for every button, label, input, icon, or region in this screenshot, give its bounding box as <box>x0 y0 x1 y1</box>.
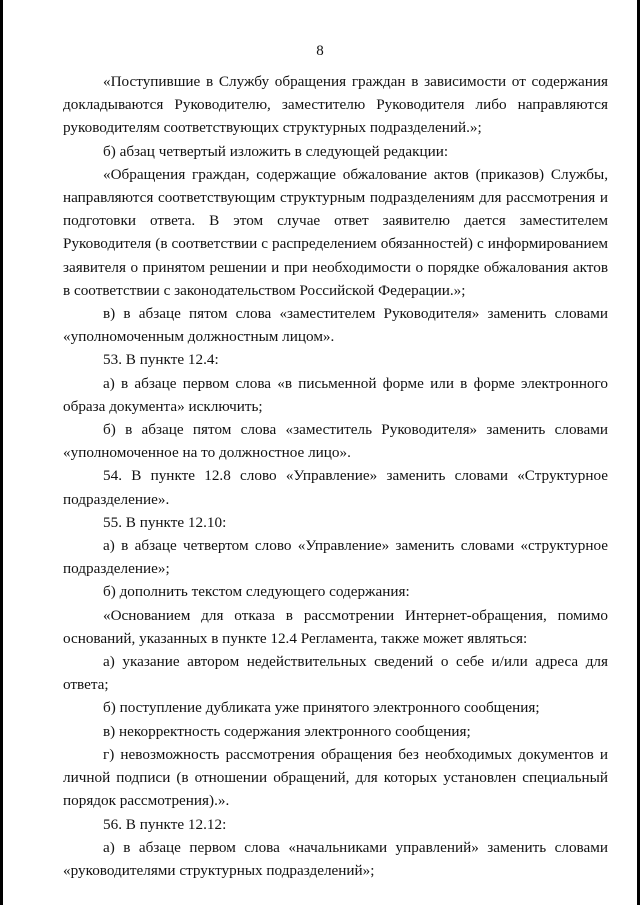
paragraph-10: а) в абзаце четвертом слово «Управление» заменить словами «структурное подразделение»; <box>63 537 608 578</box>
paragraph-3: «Обращения граждан, содержащие обжалование актов (приказов) Службы, направляются соответствующим структурным подразделениям для рассмотрения и подготовки ответа. В этом случае ответ заявителю дается заместителем Руководителя (в соответствии с распределением обязанностей) с информированием заявителя о принятом решении и при необходимости о порядке обжалования актов в соответствии с законодательством Российской Федерации.»; <box>63 165 608 299</box>
paragraph-4: в) в абзаце пятом слова «заместителем Руководителя» заменить словами «уполномоченным должностным лицом». <box>63 305 608 346</box>
scan-left-edge <box>0 0 3 905</box>
paragraph-16: г) невозможность рассмотрения обращения без необходимых документов и личной подписи (в отношении обращений, для которых установлен специальный порядок рассмотрения).». <box>63 745 608 810</box>
paragraph-11: б) дополнить текстом следующего содержания: <box>103 583 410 601</box>
paragraph-6: а) в абзаце первом слова «в письменной форме или в форме электронного образа документа» исключить; <box>63 374 608 415</box>
paragraph-18: а) в абзаце первом слова «начальниками управлений» заменить словами «руководителями структурных подразделений»; <box>63 838 608 879</box>
paragraph-15: в) некорректность содержания электронного сообщения; <box>103 722 471 740</box>
page-number: 8 <box>316 43 324 59</box>
paragraph-12: «Основанием для отказа в рассмотрении Интернет-обращения, помимо оснований, указанных в пункте 12.4 Регламента, также может являться: <box>63 606 608 647</box>
paragraph-9: 55. В пункте 12.10: <box>103 513 227 531</box>
paragraph-13: а) указание автором недействительных сведений о себе и/или адреса для ответа; <box>63 653 608 694</box>
document-body <box>63 70 608 882</box>
paragraph-1: «Поступившие в Службу обращения граждан в зависимости от содержания докладываются Руководителю, заместителю Руководителя либо направляются руководителям соответствующих структурных подразделений.»; <box>63 73 608 137</box>
paragraph-14: б) поступление дубликата уже принятого электронного сообщения; <box>103 699 540 717</box>
paragraph-7: б) в абзаце пятом слова «заместитель Руководителя» заменить словами «уполномоченное на то должностное лицо». <box>63 421 608 462</box>
paragraph-17: 56. В пункте 12.12: <box>103 815 227 833</box>
paragraph-8: 54. В пункте 12.8 слово «Управление» заменить словами «Структурное подразделение». <box>63 467 608 508</box>
paragraph-5: 53. В пункте 12.4: <box>103 351 219 369</box>
paragraph-2: б) абзац четвертый изложить в следующей редакции: <box>103 142 449 160</box>
